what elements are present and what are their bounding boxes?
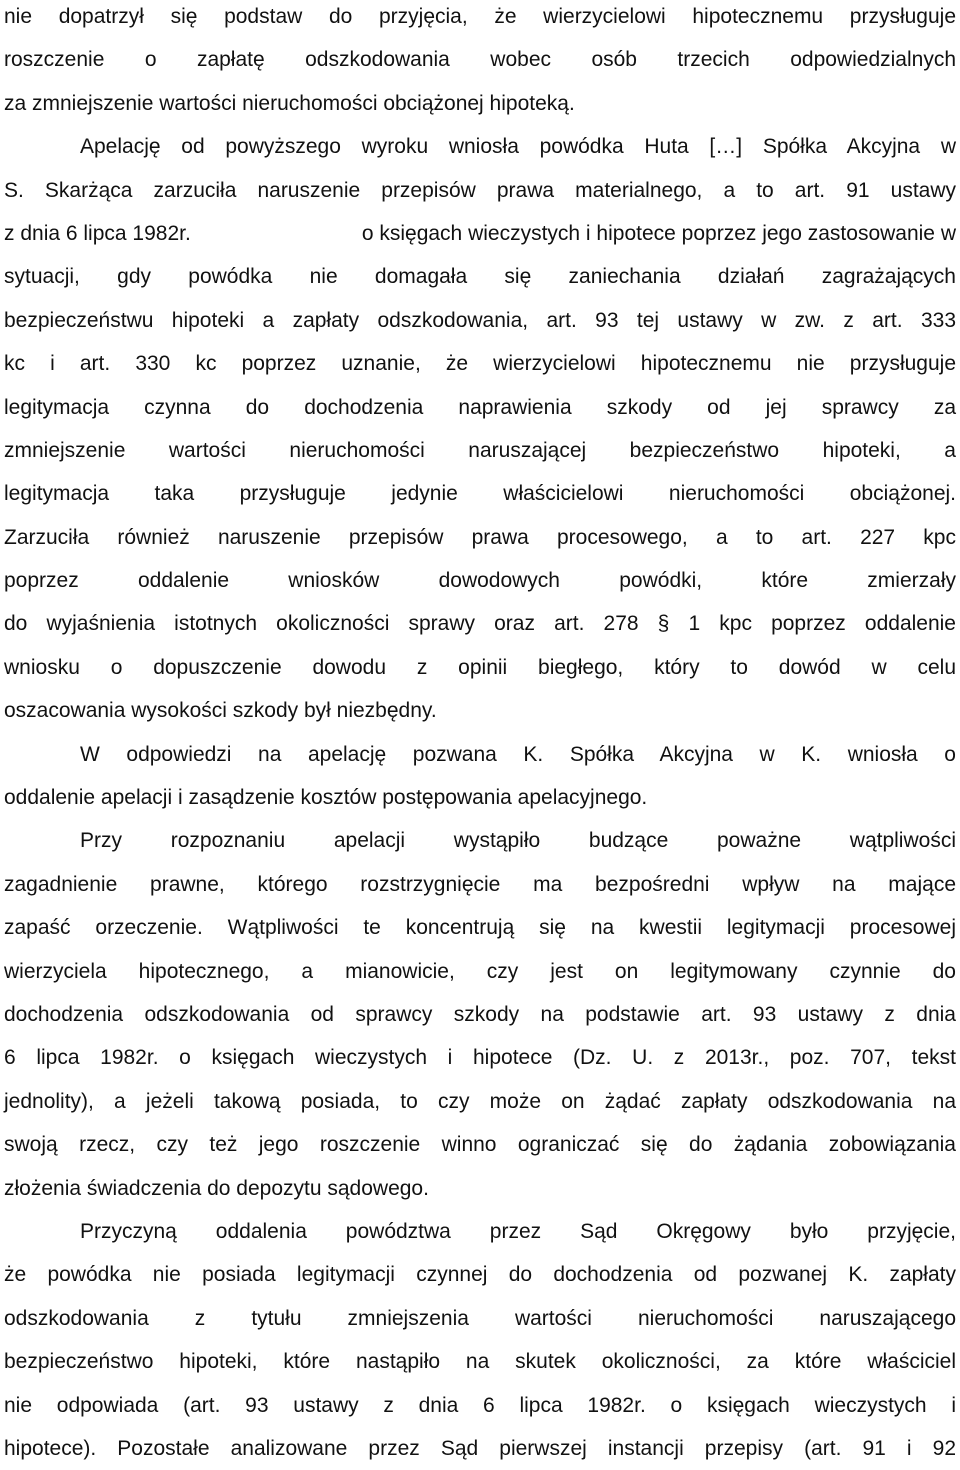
text-line: Przy rozpoznaniu apelacji wystąpiło budzące poważne wątpliwości [80,829,956,853]
text-line: 6 lipca 1982r. o księgach wieczystych i hipotece (Dz. U. z 2013r., poz. 707, tekst [4,1046,956,1070]
text-line: sytuacji, gdy powódka nie domagała się zaniechania działań zagrażających [4,265,956,289]
text-line: roszczenie o zapłatę odszkodowania wobec osób trzecich odpowiedzialnych [4,48,956,72]
text-line: zmniejszenie wartości nieruchomości naruszającej bezpieczeństwo hipoteki, a [4,438,956,462]
text-line: do wyjaśnienia istotnych okoliczności sprawy oraz art. 278 § 1 kpc poprzez oddalenie [4,612,956,636]
text-line: poprzez oddalenie wniosków dowodowych powódki, które zmierzały [4,569,956,593]
text-line: wniosku o dopuszczenie dowodu z opinii biegłego, który to dowód w celu [4,655,956,679]
text-line: zagadnienie prawne, którego rozstrzygnięcie ma bezpośredni wpływ na mające [4,872,956,896]
text-line [4,212,956,255]
text-line: zapaść orzeczenie. Wątpliwości te koncentrują się na kwestii legitymacji procesowej [4,916,956,940]
text-line: bezpieczeństwo hipoteki, które nastąpiło na skutek okoliczności, za które właściciel [4,1350,956,1374]
text-line: W odpowiedzi na apelację pozwana K. Spółka Akcyjna w K. wniosła o [80,742,956,766]
text-line: jednolity), a jeżeli takową posiada, to czy może on żądać zapłaty odszkodowania na [4,1089,956,1113]
text-line: oszacowania wysokości szkody był niezbędny. [4,699,437,723]
text-line: oddalenie apelacji i zasądzenie kosztów postępowania apelacyjnego. [4,786,648,810]
text-line: dochodzenia odszkodowania od sprawcy szkody na podstawie art. 93 ustawy z dnia [4,1002,956,1026]
text-line: nie odpowiada (art. 93 ustawy z dnia 6 lipca 1982r. o księgach wieczystych i [4,1393,956,1417]
text-segment: o księgach wieczystych i hipotece poprzez jego zastosowanie w [361,221,956,245]
text-line: bezpieczeństwu hipoteki a zapłaty odszkodowania, art. 93 tej ustawy w zw. z art. 333 [4,308,956,332]
text-line: Zarzuciła również naruszenie przepisów prawa procesowego, a to art. 227 kpc [4,525,956,549]
text-line: wierzyciela hipotecznego, a mianowicie, czy jest on legitymowany czynnie do [4,959,956,983]
text-line: swoją rzecz, czy też jego roszczenie winno ograniczać się do żądania zobowiązania [4,1133,956,1157]
text-line: Przyczyną oddalenia powództwa przez Sąd Okręgowy było przyjęcie, [80,1219,956,1243]
text-line: kc i art. 330 kc poprzez uznanie, że wierzycielowi hipotecznemu nie przysługuje [4,352,956,376]
text-line: za zmniejszenie wartości nieruchomości obciążonej hipoteką. [4,91,575,115]
text-line: legitymacja taka przysługuje jedynie właścicielowi nieruchomości obciążonej. [4,482,956,506]
text-line: S. Skarżąca zarzuciła naruszenie przepisów prawa materialnego, a to art. 91 ustawy [4,178,956,202]
text-line: legitymacja czynna do dochodzenia naprawienia szkody od jej sprawcy za [4,395,956,419]
text-line: hipotece). Pozostałe analizowane przez Sąd pierwszej instancji przepisy (art. 91 i 92 [4,1436,956,1460]
text-line: Apelację od powyższego wyroku wniosła powódka Huta […] Spółka Akcyjna w [80,135,956,159]
text-line: nie dopatrzył się podstaw do przyjęcia, że wierzycielowi hipotecznemu przysługuje [4,5,956,28]
text-line: złożenia świadczenia do depozytu sądowego. [4,1176,429,1200]
text-line: że powódka nie posiada legitymacji czynnej do dochodzenia od pozwanej K. zapłaty [4,1263,956,1287]
document-page [4,0,956,1470]
text-segment: z dnia 6 lipca 1982r. [4,221,191,245]
text-line: odszkodowania z tytułu zmniejszenia wartości nieruchomości naruszającego [4,1306,956,1330]
